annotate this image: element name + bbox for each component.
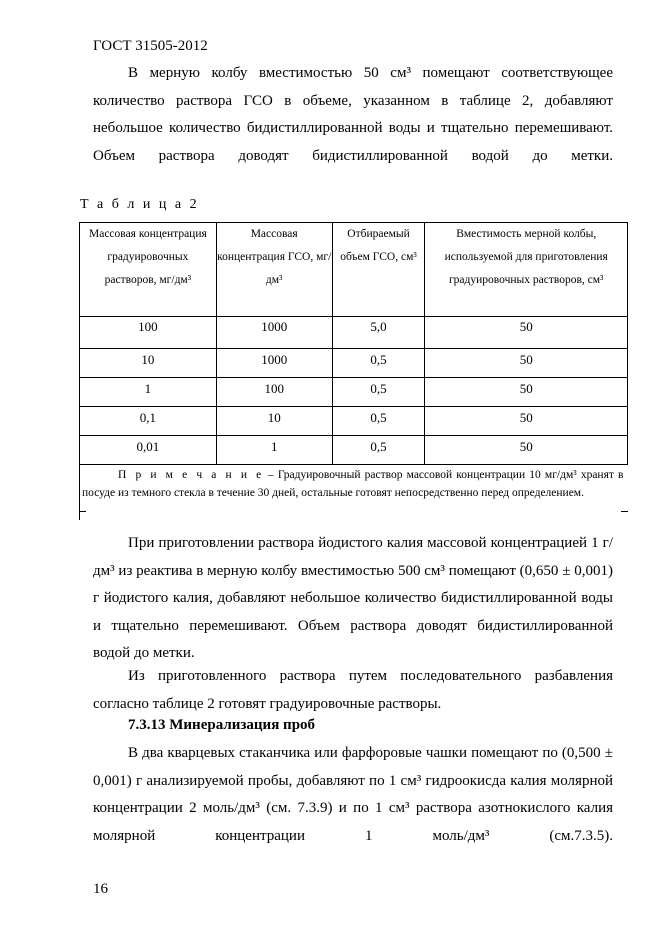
paragraph-1-text: В мерную колбу вместимостью 50 см³ помещают соответствующее количество раствора ГСО в объеме, указанном в таблице 2, добавляют небольшое количество бидистиллированной воды и тщательно перемешивают. Объем раствора доводят бидистиллированной водой до метки.: [93, 65, 613, 164]
document-header: ГОСТ 31505-2012: [93, 38, 208, 54]
page-number: 16: [93, 881, 108, 897]
table-cell: 0,01: [80, 436, 217, 465]
paragraph-4: [93, 740, 613, 850]
table-cell: 10: [216, 407, 332, 436]
table-cell: 5,0: [332, 317, 425, 349]
table-cell: 100: [216, 378, 332, 407]
table-cell: 0,5: [332, 436, 425, 465]
table-cell: 1000: [216, 349, 332, 378]
table-cell: 0,1: [80, 407, 217, 436]
note-label: П р и м е ч а н и е: [118, 469, 264, 481]
table-cell: 1000: [216, 317, 332, 349]
table-cell: 1: [216, 436, 332, 465]
table-header-cell: Отбираемый объем ГСО, см³: [332, 223, 425, 317]
note-text: – Градуировочный раствор массовой концентрации 10 мг/дм³ хранят в посуде из темного стекла в течение 30 дней, остальные готовят непосредственно перед определением.: [82, 469, 624, 499]
table-cell: 0,5: [332, 378, 425, 407]
table-caption: Т а б л и ц а 2: [80, 197, 200, 212]
table-cell: 50: [425, 349, 628, 378]
table-end-mark-left: [79, 511, 86, 512]
table-row: [80, 317, 628, 349]
table-cell: 100: [80, 317, 217, 349]
table-note: [80, 465, 628, 521]
table-2: [79, 222, 628, 520]
table-end-mark-right: [621, 511, 628, 512]
paragraph-1: [93, 60, 613, 170]
table-cell: 10: [80, 349, 217, 378]
table-cell: 50: [425, 407, 628, 436]
table-row: [80, 407, 628, 436]
table-cell: 1: [80, 378, 217, 407]
table-cell: 50: [425, 317, 628, 349]
table-row: [80, 436, 628, 465]
paragraph-4-text: В два кварцевых стаканчика или фарфоровые чашки помещают по (0,500 ± 0,001) г анализируемой пробы, добавляют по 1 см³ гидроокисда калия молярной концентрации 2 моль/дм³ (см. 7.3.9) и по 1 см³ раствора азотнокислого калия молярной концентрации 1 моль/дм³ (см.7.3.5).: [93, 745, 613, 844]
table-cell: 0,5: [332, 407, 425, 436]
table-header-cell: Массовая концентрация ГСО, мг/дм³: [216, 223, 332, 317]
table-cell: 0,5: [332, 349, 425, 378]
table-row: [80, 349, 628, 378]
table-row: [80, 378, 628, 407]
table-header-cell: Массовая концентрация градуировочных растворов, мг/дм³: [80, 223, 217, 317]
paragraph-3: [93, 663, 613, 718]
table-cell: 50: [425, 378, 628, 407]
section-heading: 7.3.13 Минерализация проб: [128, 717, 316, 733]
paragraph-2-text: При приготовлении раствора йодистого калия массовой концентрацией 1 г/дм³ из реактива в мерную колбу вместимостью 500 см³ помещают (0,650 ± 0,001) г йодистого калия, добавляют небольшое количество бидистиллированной воды и тщательно перемешивают. Объем раствора доводят бидистиллированной водой до метки.: [93, 535, 613, 661]
table-cell: 50: [425, 436, 628, 465]
paragraph-3-text: Из приготовленного раствора путем последовательного разбавления согласно таблице 2 готовят градуировочные растворы.: [93, 668, 613, 712]
table-header-row: [80, 223, 628, 317]
table-header-cell: Вместимость мерной колбы, используемой для приготовления градуировочных растворов, см³: [425, 223, 628, 317]
table-note-row: [80, 465, 628, 521]
paragraph-2: [93, 530, 613, 668]
